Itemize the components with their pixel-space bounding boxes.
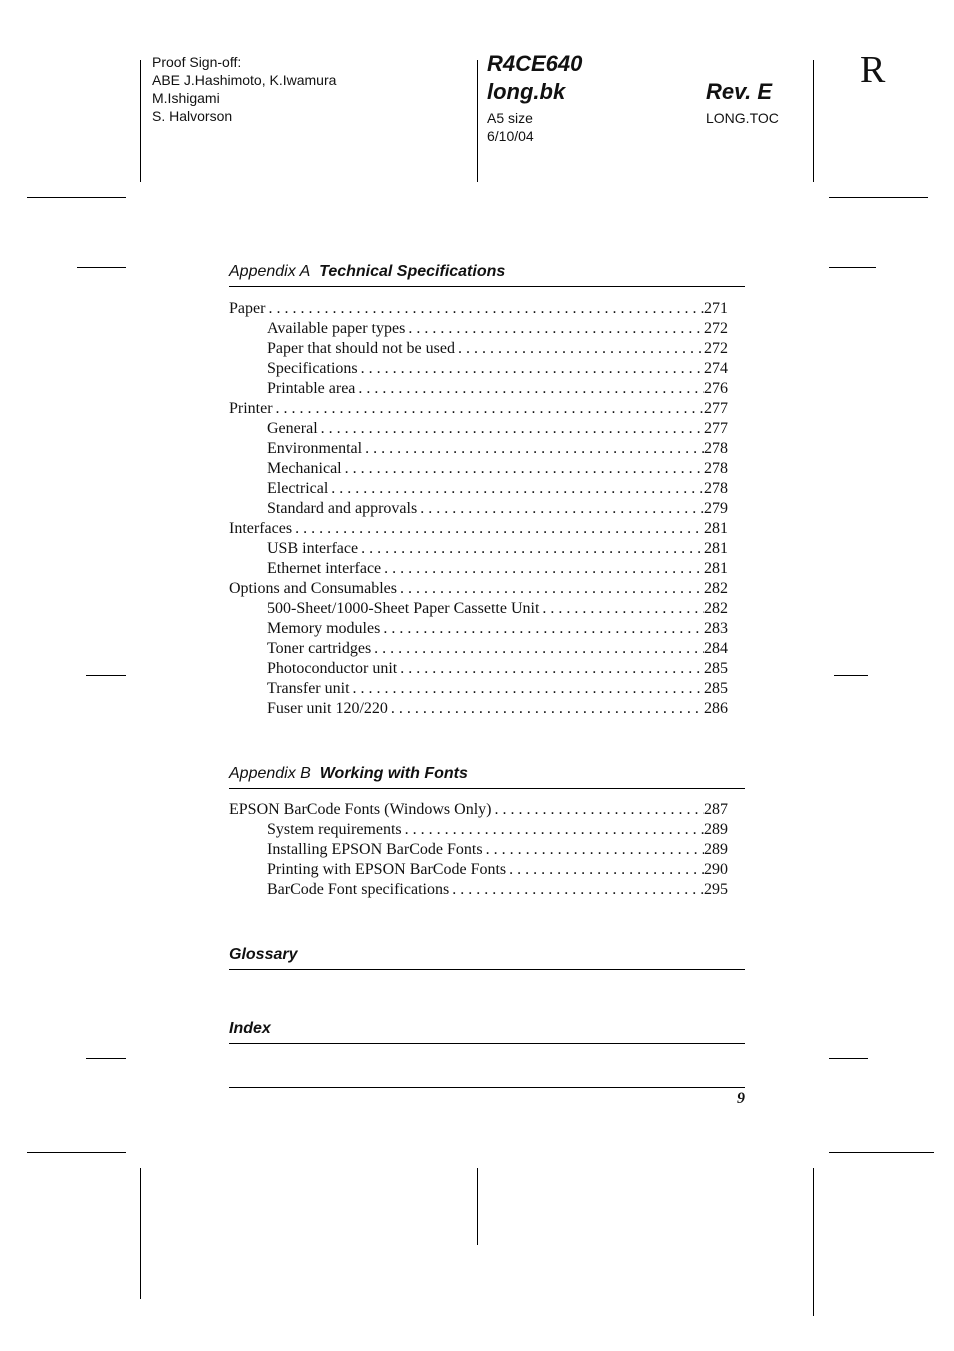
- toc-entry-text: Paper: [229, 300, 266, 317]
- toc-leader: [400, 659, 704, 679]
- toc-entry[interactable]: [229, 339, 728, 359]
- crop-mark: [477, 1168, 478, 1245]
- toc-entry[interactable]: [229, 559, 728, 579]
- toc-entry-text: Options and Consumables: [229, 580, 397, 597]
- index-title: Index: [229, 1020, 271, 1037]
- crop-mark: [86, 1058, 126, 1059]
- toc-page-number: 281: [704, 540, 728, 557]
- crop-mark: [140, 60, 141, 182]
- toc-page-number: 274: [704, 360, 728, 377]
- toc-entry-text: Transfer unit: [267, 680, 350, 697]
- toc-leader: [405, 820, 704, 840]
- toc-entry[interactable]: [229, 840, 728, 860]
- toc-entry-text: BarCode Font specifications: [267, 881, 450, 898]
- toc-page-number: 279: [704, 500, 728, 517]
- crop-mark: [477, 60, 478, 182]
- doc-title-block: [487, 50, 582, 106]
- crop-mark: [813, 1168, 814, 1316]
- crop-mark: [27, 197, 126, 198]
- toc-leader: [268, 299, 704, 319]
- book-name: long.bk: [487, 79, 566, 104]
- crop-mark: [829, 267, 876, 268]
- proof-line: S. Halvorson: [152, 108, 233, 124]
- toc-entry-text: Printing with EPSON BarCode Fonts: [267, 861, 507, 878]
- footer-rule: [229, 1087, 745, 1088]
- toc-entry-text: Printer: [229, 400, 273, 417]
- toc-entry-text: USB interface: [267, 540, 359, 557]
- toc-entry[interactable]: [229, 539, 728, 559]
- toc-leader: [374, 639, 704, 659]
- toc-leader: [384, 559, 704, 579]
- toc-page-number: 278: [704, 480, 728, 497]
- toc-leader: [383, 619, 704, 639]
- toc-leader: [494, 800, 704, 820]
- toc-entry[interactable]: [229, 619, 728, 639]
- corner-letter: R: [860, 49, 886, 91]
- toc-entry[interactable]: [229, 419, 728, 439]
- toc-entry-text: Photoconductor unit: [267, 660, 398, 677]
- toc-page-number: 272: [704, 340, 728, 357]
- toc-entry-text: Installing EPSON BarCode Fonts: [267, 841, 483, 858]
- toc-leader: [452, 880, 704, 900]
- toc-leader: [353, 679, 704, 699]
- toc-entry[interactable]: [229, 659, 728, 679]
- appendix-b-title: Working with Fonts: [319, 765, 468, 782]
- toc-page-number: 278: [704, 440, 728, 457]
- toc-entry[interactable]: [229, 399, 728, 419]
- toc-entry-text: Memory modules: [267, 620, 381, 637]
- toc-entry-text: Toner cartridges: [267, 640, 372, 657]
- toc-entry[interactable]: [229, 820, 728, 840]
- crop-mark: [829, 1152, 934, 1153]
- toc-page-number: 281: [704, 560, 728, 577]
- toc-page-number: 282: [704, 600, 728, 617]
- toc-page-number: 281: [704, 520, 728, 537]
- toc-entry-text: Printable area: [267, 380, 356, 397]
- toc-entry[interactable]: [229, 459, 728, 479]
- toc-leader: [295, 519, 704, 539]
- toc-page-number: 277: [704, 420, 728, 437]
- toc-entry[interactable]: [229, 699, 728, 719]
- toc-page-number: 278: [704, 460, 728, 477]
- toc-entry[interactable]: [229, 359, 728, 379]
- toc-leader: [509, 860, 704, 880]
- toc-leader: [361, 539, 704, 559]
- toc-leader: [400, 579, 704, 599]
- crop-mark: [829, 197, 928, 198]
- toc-entry-text: Interfaces: [229, 520, 293, 537]
- appendix-a-title: Technical Specifications: [319, 263, 506, 280]
- proof-line: Proof Sign-off:: [152, 54, 242, 70]
- toc-page-number: 284: [704, 640, 728, 657]
- index-heading[interactable]: [229, 1019, 745, 1044]
- toc-page-number: 285: [704, 680, 728, 697]
- revision: Rev. E: [706, 79, 773, 104]
- toc-entry[interactable]: [229, 860, 728, 880]
- toc-entry[interactable]: [229, 319, 728, 339]
- toc-entry[interactable]: [229, 579, 728, 599]
- toc-entry-text: General: [267, 420, 318, 437]
- toc-entry-text: Electrical: [267, 480, 329, 497]
- toc-page-number: 289: [704, 821, 728, 838]
- paper-size: A5 size: [487, 110, 533, 126]
- toc-leader: [361, 359, 704, 379]
- doc-date: 6/10/04: [487, 128, 534, 144]
- toc-leader: [458, 339, 704, 359]
- toc-page-number: 271: [704, 300, 728, 317]
- proof-line: ABE J.Hashimoto, K.Iwamura: [152, 72, 337, 88]
- toc-entry[interactable]: [229, 800, 728, 820]
- toc-page-number: 287: [704, 801, 728, 818]
- toc-entry-text: Fuser unit 120/220: [267, 700, 388, 717]
- toc-page-number: 283: [704, 620, 728, 637]
- glossary-title: Glossary: [229, 946, 298, 963]
- toc-entry[interactable]: [229, 299, 728, 319]
- crop-mark: [86, 675, 126, 676]
- toc-entry-text: 500-Sheet/1000-Sheet Paper Cassette Unit: [267, 600, 540, 617]
- appendix-a-toc: [229, 299, 728, 719]
- appendix-b-label: Appendix B: [229, 765, 311, 782]
- toc-leader: [358, 379, 704, 399]
- toc-leader: [486, 840, 704, 860]
- doc-code: R4CE640: [487, 51, 583, 76]
- proof-signoff: [152, 53, 336, 125]
- appendix-b-toc: [229, 800, 728, 900]
- toc-entry[interactable]: [229, 519, 728, 539]
- toc-entry-text: Specifications: [267, 360, 358, 377]
- toc-page-number: 290: [704, 861, 728, 878]
- file-name: LONG.TOC: [706, 110, 779, 126]
- toc-page-number: 289: [704, 841, 728, 858]
- toc-leader: [321, 419, 704, 439]
- toc-leader: [408, 319, 704, 339]
- crop-mark: [27, 1152, 126, 1153]
- glossary-heading[interactable]: [229, 945, 745, 970]
- crop-mark: [77, 267, 126, 268]
- toc-entry[interactable]: [229, 880, 728, 900]
- toc-entry-text: Mechanical: [267, 460, 342, 477]
- toc-leader: [276, 399, 704, 419]
- toc-page-number: 272: [704, 320, 728, 337]
- crop-mark: [834, 675, 868, 676]
- toc-entry-text: Environmental: [267, 440, 363, 457]
- toc-page-number: 277: [704, 400, 728, 417]
- toc-page-number: 286: [704, 700, 728, 717]
- crop-mark: [140, 1168, 141, 1299]
- appendix-a-heading: [229, 262, 745, 287]
- toc-entry[interactable]: [229, 639, 728, 659]
- toc-leader: [331, 479, 704, 499]
- toc-entry[interactable]: [229, 379, 728, 399]
- doc-meta: [487, 109, 534, 145]
- page-number: 9: [737, 1090, 745, 1107]
- toc-leader: [391, 699, 704, 719]
- toc-entry-text: Standard and approvals: [267, 500, 418, 517]
- toc-page-number: 276: [704, 380, 728, 397]
- toc-leader: [420, 499, 704, 519]
- toc-leader: [345, 459, 704, 479]
- toc-entry[interactable]: [229, 599, 728, 619]
- toc-entry-text: Ethernet interface: [267, 560, 382, 577]
- toc-entry-text: Available paper types: [267, 320, 406, 337]
- toc-entry[interactable]: [229, 479, 728, 499]
- toc-entry[interactable]: [229, 499, 728, 519]
- toc-page-number: 285: [704, 660, 728, 677]
- crop-mark: [813, 60, 814, 182]
- toc-entry[interactable]: [229, 439, 728, 459]
- toc-entry-text: EPSON BarCode Fonts (Windows Only): [229, 801, 492, 818]
- toc-leader: [365, 439, 704, 459]
- toc-page-number: 282: [704, 580, 728, 597]
- appendix-a-label: Appendix A: [229, 263, 311, 280]
- toc-entry-text: System requirements: [267, 821, 402, 838]
- appendix-b-heading: [229, 764, 745, 789]
- crop-mark: [829, 1058, 868, 1059]
- toc-page-number: 295: [704, 881, 728, 898]
- toc-leader: [542, 599, 704, 619]
- proof-line: M.Ishigami: [152, 90, 220, 106]
- toc-entry-text: Paper that should not be used: [267, 340, 455, 357]
- toc-entry[interactable]: [229, 679, 728, 699]
